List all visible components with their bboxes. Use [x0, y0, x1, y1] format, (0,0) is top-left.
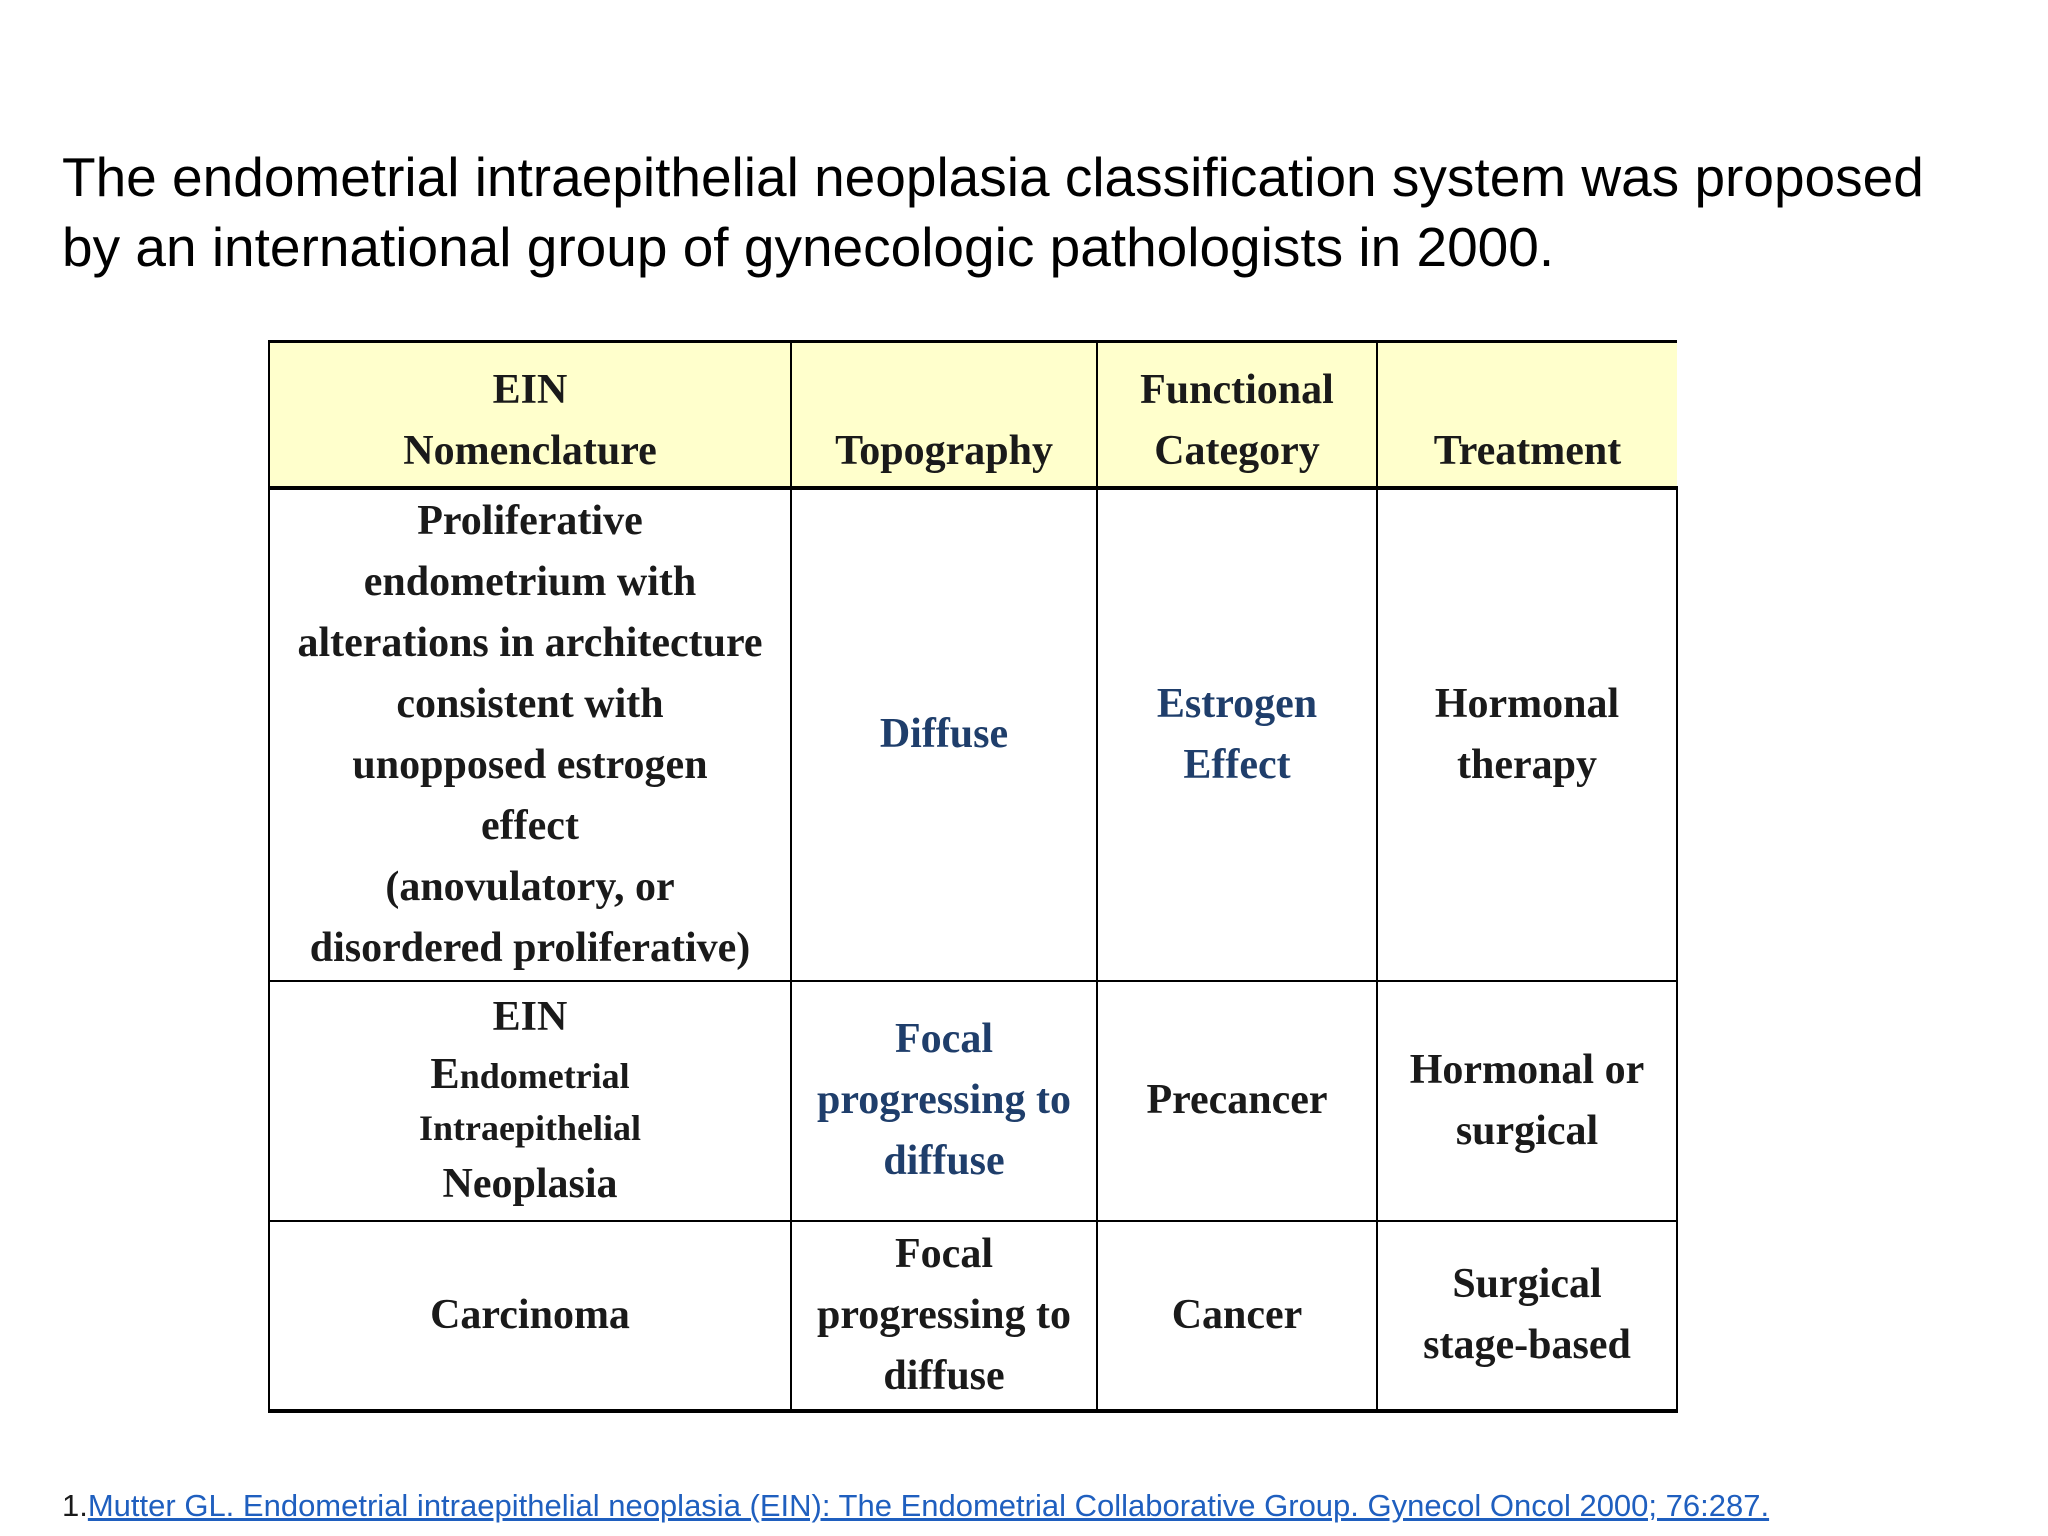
cell-functional-category: Cancer: [1097, 1221, 1377, 1411]
cell-nomenclature: Proliferative endometrium with alterations in architecture consistent with unopposed estrogen effect (anovulatory, or disordered proliferative): [269, 488, 791, 981]
cell-treatment: Hormonal therapy: [1377, 488, 1677, 981]
header-functional-category: Functional Category: [1097, 342, 1377, 488]
cell-nomenclature: Carcinoma: [269, 1221, 791, 1411]
header-nomenclature: EIN Nomenclature: [269, 342, 791, 488]
intro-paragraph: [62, 142, 2022, 282]
cell-functional-category: Precancer: [1097, 981, 1377, 1221]
citation-number: 1.: [62, 1488, 88, 1523]
citation-link[interactable]: Mutter GL. Endometrial intraepithelial neoplasia (EIN): The Endometrial Collaborative Group. Gynecol Oncol 2000; 76:287.: [87, 1488, 1770, 1523]
cell-topography: Focal progressing to diffuse: [791, 981, 1097, 1221]
header-topography: Topography: [791, 342, 1097, 488]
citation: [62, 1488, 1769, 1524]
table-row: [269, 1221, 1677, 1411]
intro-line-2: by an international group of gynecologic pathologists in 2000.: [62, 216, 1555, 278]
table-header-row: [269, 342, 1677, 488]
ein-classification-table: [268, 340, 1678, 1413]
cell-topography: Diffuse: [791, 488, 1097, 981]
cell-nomenclature: EIN Endometrial Intraepithelial Neoplasia: [269, 981, 791, 1221]
table-row: [269, 981, 1677, 1221]
cell-treatment: Surgical stage-based: [1377, 1221, 1677, 1411]
cell-topography: Focal progressing to diffuse: [791, 1221, 1097, 1411]
intro-line-1: The endometrial intraepithelial neoplasia classification system was proposed: [62, 146, 1924, 208]
cell-functional-category: Estrogen Effect: [1097, 488, 1377, 981]
table-row: [269, 488, 1677, 981]
cell-treatment: Hormonal or surgical: [1377, 981, 1677, 1221]
header-treatment: Treatment: [1377, 342, 1677, 488]
